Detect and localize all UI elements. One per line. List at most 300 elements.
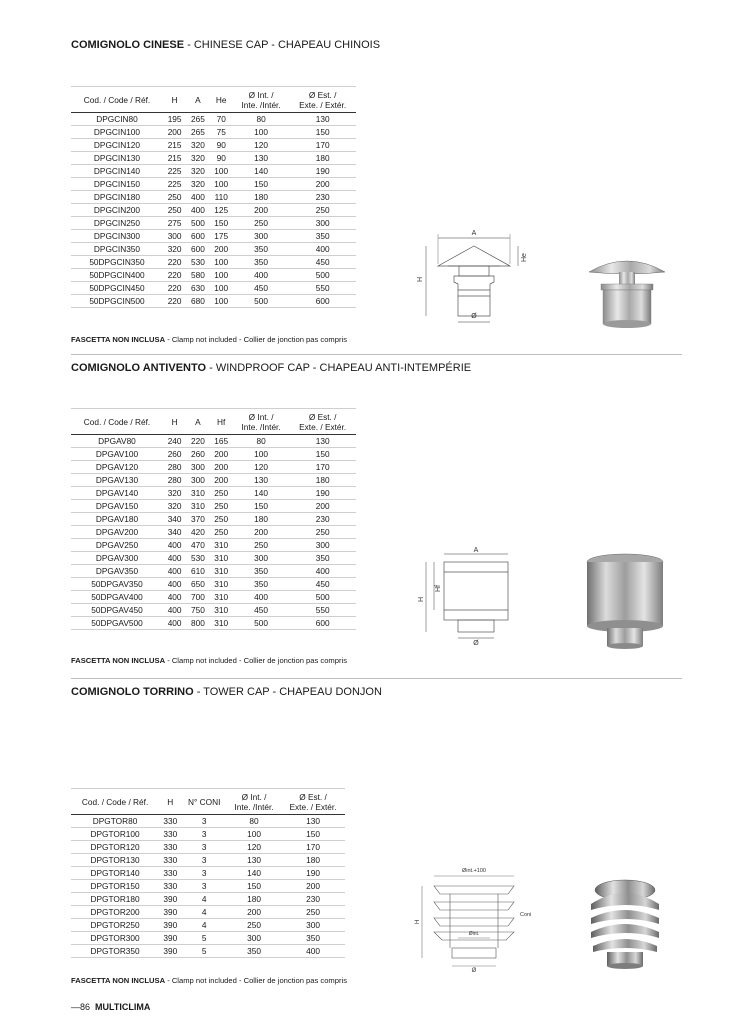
table-row	[71, 828, 345, 841]
value-cell: 600	[289, 295, 356, 308]
product-code-cell: DPGTOR250	[71, 919, 159, 932]
section-title-windproof-cap: COMIGNOLO ANTIVENTO - WINDPROOF CAP - CHAPEAU ANTI-INTEMPÉRIE	[71, 362, 472, 374]
value-cell: 550	[289, 282, 356, 295]
value-cell: 80	[233, 113, 289, 126]
value-cell: 100	[210, 178, 233, 191]
value-cell: 400	[233, 591, 289, 604]
value-cell: 165	[210, 435, 233, 448]
value-cell: 180	[233, 191, 289, 204]
value-cell: 3	[181, 867, 227, 880]
value-cell: 530	[186, 552, 209, 565]
value-cell: 130	[281, 815, 345, 828]
table-row	[71, 230, 356, 243]
product-code-cell: 50DPGCIN450	[71, 282, 163, 295]
value-cell: 5	[181, 945, 227, 958]
table-row	[71, 578, 356, 591]
value-cell: 580	[186, 269, 209, 282]
value-cell: 600	[186, 243, 209, 256]
table-row	[71, 295, 356, 308]
value-cell: 180	[289, 474, 356, 487]
product-code-cell: 50DPGAV350	[71, 578, 163, 591]
table-row	[71, 126, 356, 139]
value-cell: 180	[289, 152, 356, 165]
product-code-cell: DPGCIN200	[71, 204, 163, 217]
value-cell: 310	[210, 591, 233, 604]
table-row	[71, 282, 356, 295]
value-cell: 200	[210, 461, 233, 474]
value-cell: 680	[186, 295, 209, 308]
value-cell: 420	[186, 526, 209, 539]
value-cell: 390	[159, 932, 181, 945]
note-clamp-not-included: FASCETTA NON INCLUSA - Clamp not included - Collier de jonction pas compris	[71, 335, 347, 344]
value-cell: 150	[233, 500, 289, 513]
table-row	[71, 854, 345, 867]
value-cell: 4	[181, 906, 227, 919]
value-cell: 350	[233, 256, 289, 269]
value-cell: 470	[186, 539, 209, 552]
value-cell: 180	[233, 513, 289, 526]
value-cell: 630	[186, 282, 209, 295]
spec-table-tower-cap	[71, 788, 345, 958]
value-cell: 70	[210, 113, 233, 126]
column-header: Ø Int. / Inte. /Intér.	[233, 409, 289, 435]
product-code-cell: DPGTOR80	[71, 815, 159, 828]
value-cell: 215	[163, 139, 186, 152]
value-cell: 250	[163, 204, 186, 217]
column-header: H	[159, 789, 181, 815]
product-code-cell: 50DPGAV450	[71, 604, 163, 617]
value-cell: 320	[186, 178, 209, 191]
tower-cap-technical-drawing	[410, 862, 540, 972]
product-code-cell: 50DPGAV500	[71, 617, 163, 630]
table-row	[71, 552, 356, 565]
product-code-cell: 50DPGCIN400	[71, 269, 163, 282]
product-code-cell: DPGAV120	[71, 461, 163, 474]
value-cell: 330	[159, 867, 181, 880]
value-cell: 130	[289, 113, 356, 126]
value-cell: 310	[210, 552, 233, 565]
table-row	[71, 617, 356, 630]
value-cell: 300	[289, 539, 356, 552]
table-row	[71, 565, 356, 578]
value-cell: 450	[233, 282, 289, 295]
value-cell: 180	[281, 854, 345, 867]
value-cell: 300	[163, 230, 186, 243]
value-cell: 350	[289, 230, 356, 243]
column-header: H	[163, 409, 186, 435]
table-row	[71, 191, 356, 204]
dim-label-diameter: Ø	[473, 640, 479, 647]
value-cell: 500	[289, 269, 356, 282]
value-cell: 200	[210, 243, 233, 256]
column-header: N° CONI	[181, 789, 227, 815]
table-row	[71, 448, 356, 461]
product-code-cell: DPGCIN150	[71, 178, 163, 191]
value-cell: 390	[159, 893, 181, 906]
value-cell: 200	[210, 474, 233, 487]
value-cell: 275	[163, 217, 186, 230]
value-cell: 320	[163, 243, 186, 256]
value-cell: 300	[281, 919, 345, 932]
value-cell: 225	[163, 178, 186, 191]
value-cell: 100	[210, 295, 233, 308]
value-cell: 400	[281, 945, 345, 958]
brand-name: MULTICLIMA	[95, 1002, 151, 1012]
value-cell: 195	[163, 113, 186, 126]
table-row	[71, 256, 356, 269]
dim-label-a: A	[473, 547, 479, 554]
value-cell: 370	[186, 513, 209, 526]
value-cell: 110	[210, 191, 233, 204]
value-cell: 450	[233, 604, 289, 617]
table-row	[71, 487, 356, 500]
value-cell: 190	[289, 487, 356, 500]
column-header: A	[186, 87, 209, 113]
product-code-cell: DPGTOR140	[71, 867, 159, 880]
value-cell: 3	[181, 828, 227, 841]
table-row	[71, 539, 356, 552]
value-cell: 230	[281, 893, 345, 906]
dim-label-diameter: Ø	[471, 313, 477, 320]
section-divider	[71, 678, 682, 679]
column-header: Ø Int. / Inte. /Intér.	[227, 789, 281, 815]
product-code-cell: DPGAV130	[71, 474, 163, 487]
value-cell: 4	[181, 919, 227, 932]
value-cell: 240	[163, 435, 186, 448]
product-code-cell: DPGAV250	[71, 539, 163, 552]
value-cell: 120	[233, 461, 289, 474]
table-row	[71, 604, 356, 617]
column-header: Cod. / Code / Réf.	[71, 789, 159, 815]
value-cell: 250	[227, 919, 281, 932]
dim-label-top: Øint.+100	[461, 868, 487, 874]
value-cell: 390	[159, 919, 181, 932]
table-row	[71, 841, 345, 854]
table-row	[71, 474, 356, 487]
value-cell: 600	[186, 230, 209, 243]
value-cell: 100	[210, 256, 233, 269]
value-cell: 3	[181, 815, 227, 828]
value-cell: 400	[163, 539, 186, 552]
table-row	[71, 815, 345, 828]
value-cell: 140	[233, 165, 289, 178]
value-cell: 450	[289, 256, 356, 269]
column-header: A	[186, 409, 209, 435]
table-row	[71, 526, 356, 539]
value-cell: 260	[163, 448, 186, 461]
value-cell: 400	[163, 565, 186, 578]
table-row	[71, 152, 356, 165]
product-code-cell: DPGCIN120	[71, 139, 163, 152]
value-cell: 220	[186, 435, 209, 448]
value-cell: 250	[289, 526, 356, 539]
value-cell: 400	[289, 243, 356, 256]
value-cell: 80	[233, 435, 289, 448]
dim-label-he: He	[521, 253, 528, 262]
product-code-cell: 50DPGCIN350	[71, 256, 163, 269]
product-code-cell: DPGCIN80	[71, 113, 163, 126]
value-cell: 100	[210, 282, 233, 295]
product-code-cell: DPGCIN350	[71, 243, 163, 256]
page-number: —86	[71, 1002, 91, 1012]
product-code-cell: DPGTOR300	[71, 932, 159, 945]
value-cell: 120	[233, 139, 289, 152]
value-cell: 250	[163, 191, 186, 204]
value-cell: 190	[281, 867, 345, 880]
value-cell: 250	[210, 513, 233, 526]
value-cell: 340	[163, 513, 186, 526]
dim-label-h: H	[418, 596, 425, 602]
value-cell: 75	[210, 126, 233, 139]
column-header: H	[163, 87, 186, 113]
value-cell: 300	[289, 217, 356, 230]
value-cell: 500	[233, 295, 289, 308]
value-cell: 150	[289, 448, 356, 461]
value-cell: 3	[181, 880, 227, 893]
value-cell: 3	[181, 841, 227, 854]
value-cell: 150	[210, 217, 233, 230]
value-cell: 400	[163, 552, 186, 565]
value-cell: 90	[210, 152, 233, 165]
value-cell: 200	[227, 906, 281, 919]
table-row	[71, 513, 356, 526]
value-cell: 350	[233, 578, 289, 591]
value-cell: 350	[281, 932, 345, 945]
chinese-cap-product-photo	[585, 250, 670, 330]
value-cell: 220	[163, 295, 186, 308]
table-header-row	[71, 409, 356, 435]
value-cell: 130	[289, 435, 356, 448]
value-cell: 220	[163, 282, 186, 295]
value-cell: 390	[159, 945, 181, 958]
value-cell: 330	[159, 880, 181, 893]
value-cell: 400	[186, 191, 209, 204]
dim-label-hf: Hf	[435, 585, 442, 592]
value-cell: 400	[163, 604, 186, 617]
table-row	[71, 139, 356, 152]
product-code-cell: DPGAV100	[71, 448, 163, 461]
value-cell: 130	[233, 152, 289, 165]
spec-table-windproof-cap	[71, 408, 356, 630]
dim-label-a: A	[471, 230, 477, 237]
value-cell: 200	[281, 880, 345, 893]
value-cell: 250	[289, 204, 356, 217]
value-cell: 170	[289, 139, 356, 152]
value-cell: 300	[233, 230, 289, 243]
value-cell: 140	[227, 867, 281, 880]
value-cell: 310	[210, 565, 233, 578]
table-row	[71, 945, 345, 958]
table-row	[71, 591, 356, 604]
value-cell: 100	[210, 269, 233, 282]
value-cell: 310	[186, 487, 209, 500]
value-cell: 100	[233, 126, 289, 139]
value-cell: 3	[181, 854, 227, 867]
value-cell: 350	[233, 565, 289, 578]
value-cell: 310	[210, 539, 233, 552]
value-cell: 250	[233, 539, 289, 552]
value-cell: 300	[227, 932, 281, 945]
value-cell: 400	[163, 591, 186, 604]
value-cell: 200	[233, 526, 289, 539]
tower-cap-product-photo	[585, 878, 665, 972]
value-cell: 100	[210, 165, 233, 178]
value-cell: 350	[227, 945, 281, 958]
product-code-cell: DPGTOR130	[71, 854, 159, 867]
value-cell: 280	[163, 461, 186, 474]
value-cell: 200	[233, 204, 289, 217]
value-cell: 310	[210, 617, 233, 630]
table-row	[71, 113, 356, 126]
product-code-cell: DPGCIN300	[71, 230, 163, 243]
value-cell: 230	[289, 513, 356, 526]
product-code-cell: DPGCIN180	[71, 191, 163, 204]
chinese-cap-technical-drawing	[418, 224, 530, 328]
value-cell: 320	[186, 165, 209, 178]
dim-label-coni: Coni	[520, 912, 532, 918]
value-cell: 80	[227, 815, 281, 828]
product-code-cell: DPGTOR100	[71, 828, 159, 841]
value-cell: 350	[233, 243, 289, 256]
product-code-cell: DPGTOR120	[71, 841, 159, 854]
column-header: Ø Est. / Exte. / Extér.	[289, 409, 356, 435]
value-cell: 250	[210, 487, 233, 500]
value-cell: 650	[186, 578, 209, 591]
value-cell: 5	[181, 932, 227, 945]
table-row	[71, 880, 345, 893]
value-cell: 120	[227, 841, 281, 854]
value-cell: 250	[210, 500, 233, 513]
value-cell: 200	[289, 500, 356, 513]
table-row	[71, 269, 356, 282]
page-footer	[71, 1002, 150, 1012]
product-code-cell: DPGCIN250	[71, 217, 163, 230]
table-row	[71, 435, 356, 448]
dim-label-dint: Øint.	[468, 931, 480, 937]
value-cell: 450	[289, 578, 356, 591]
value-cell: 530	[186, 256, 209, 269]
table-row	[71, 500, 356, 513]
table-row	[71, 217, 356, 230]
column-header: Cod. / Code / Réf.	[71, 87, 163, 113]
value-cell: 700	[186, 591, 209, 604]
windproof-cap-product-photo	[585, 552, 665, 652]
dim-label-h: H	[417, 276, 424, 282]
value-cell: 250	[210, 526, 233, 539]
value-cell: 200	[210, 448, 233, 461]
product-code-cell: DPGTOR350	[71, 945, 159, 958]
product-code-cell: DPGAV300	[71, 552, 163, 565]
value-cell: 320	[186, 152, 209, 165]
value-cell: 90	[210, 139, 233, 152]
product-code-cell: DPGTOR150	[71, 880, 159, 893]
note-clamp-not-included: FASCETTA NON INCLUSA - Clamp not included - Collier de jonction pas compris	[71, 656, 347, 665]
value-cell: 390	[159, 906, 181, 919]
value-cell: 140	[233, 487, 289, 500]
value-cell: 215	[163, 152, 186, 165]
value-cell: 330	[159, 854, 181, 867]
table-row	[71, 932, 345, 945]
value-cell: 300	[186, 461, 209, 474]
value-cell: 170	[289, 461, 356, 474]
value-cell: 500	[289, 591, 356, 604]
table-header-row	[71, 87, 356, 113]
value-cell: 150	[227, 880, 281, 893]
value-cell: 180	[227, 893, 281, 906]
column-header: Ø Est. / Exte. / Extér.	[289, 87, 356, 113]
value-cell: 320	[163, 487, 186, 500]
value-cell: 220	[163, 256, 186, 269]
value-cell: 300	[186, 474, 209, 487]
value-cell: 265	[186, 126, 209, 139]
value-cell: 170	[281, 841, 345, 854]
value-cell: 400	[289, 565, 356, 578]
product-code-cell: DPGCIN130	[71, 152, 163, 165]
value-cell: 400	[186, 204, 209, 217]
value-cell: 100	[233, 448, 289, 461]
spec-table-chinese-cap	[71, 86, 356, 308]
product-code-cell: DPGAV140	[71, 487, 163, 500]
table-row	[71, 204, 356, 217]
value-cell: 4	[181, 893, 227, 906]
product-code-cell: DPGAV150	[71, 500, 163, 513]
table-row	[71, 165, 356, 178]
product-code-cell: DPGCIN100	[71, 126, 163, 139]
value-cell: 400	[163, 617, 186, 630]
value-cell: 310	[186, 500, 209, 513]
table-row	[71, 919, 345, 932]
value-cell: 280	[163, 474, 186, 487]
value-cell: 230	[289, 191, 356, 204]
value-cell: 260	[186, 448, 209, 461]
column-header: Ø Int. / Inte. /Intér.	[233, 87, 289, 113]
value-cell: 750	[186, 604, 209, 617]
value-cell: 340	[163, 526, 186, 539]
value-cell: 225	[163, 165, 186, 178]
column-header: He	[210, 87, 233, 113]
column-header: Ø Est. / Exte. / Extér.	[281, 789, 345, 815]
value-cell: 250	[233, 217, 289, 230]
column-header: Hf	[210, 409, 233, 435]
value-cell: 320	[163, 500, 186, 513]
product-code-cell: DPGAV200	[71, 526, 163, 539]
product-code-cell: DPGTOR180	[71, 893, 159, 906]
value-cell: 220	[163, 269, 186, 282]
value-cell: 200	[289, 178, 356, 191]
value-cell: 500	[233, 617, 289, 630]
product-code-cell: DPGCIN140	[71, 165, 163, 178]
table-row	[71, 178, 356, 191]
value-cell: 330	[159, 828, 181, 841]
dim-label-diameter: Ø	[471, 968, 477, 974]
value-cell: 300	[233, 552, 289, 565]
value-cell: 600	[289, 617, 356, 630]
product-code-cell: 50DPGAV400	[71, 591, 163, 604]
value-cell: 550	[289, 604, 356, 617]
windproof-cap-technical-drawing	[418, 546, 538, 650]
value-cell: 190	[289, 165, 356, 178]
value-cell: 250	[281, 906, 345, 919]
value-cell: 130	[227, 854, 281, 867]
value-cell: 265	[186, 113, 209, 126]
note-clamp-not-included: FASCETTA NON INCLUSA - Clamp not included - Collier de jonction pas compris	[71, 976, 347, 985]
product-code-cell: DPGAV350	[71, 565, 163, 578]
value-cell: 150	[281, 828, 345, 841]
value-cell: 350	[289, 552, 356, 565]
table-row	[71, 461, 356, 474]
value-cell: 200	[163, 126, 186, 139]
product-code-cell: DPGAV80	[71, 435, 163, 448]
